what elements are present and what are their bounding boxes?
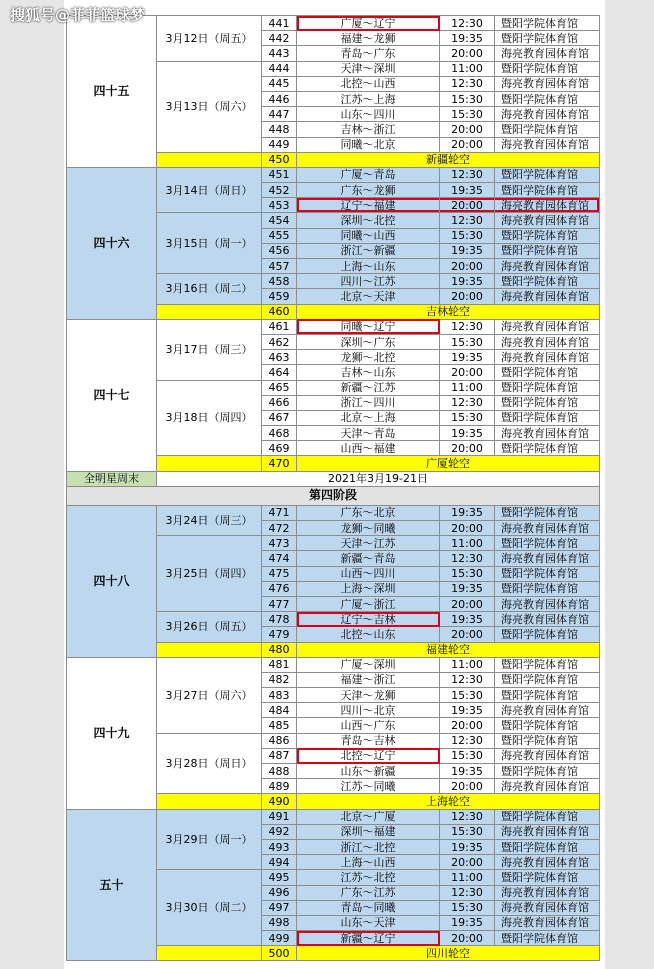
game-time: 15:30 xyxy=(440,334,495,349)
date-label: 3月29日（周一） xyxy=(157,809,262,870)
round-label: 四十八 xyxy=(67,505,157,657)
game-number: 461 xyxy=(262,319,297,334)
venue: 海亮教育园体育馆 xyxy=(495,748,600,763)
game-number: 456 xyxy=(262,243,297,258)
game-number: 471 xyxy=(262,505,297,520)
bye-number: 500 xyxy=(262,946,297,961)
venue: 海亮教育园体育馆 xyxy=(495,915,600,930)
table-row xyxy=(67,16,600,31)
game-time: 20:00 xyxy=(440,596,495,611)
venue: 暨阳学院体育馆 xyxy=(495,870,600,885)
game-number: 485 xyxy=(262,718,297,733)
game-time: 19:35 xyxy=(440,764,495,779)
venue: 海亮教育园体育馆 xyxy=(495,900,600,915)
matchup: 青岛～广东 xyxy=(297,46,440,61)
game-time: 20:00 xyxy=(440,855,495,870)
game-number: 445 xyxy=(262,76,297,91)
bye-team: 新疆轮空 xyxy=(297,152,600,167)
matchup: 四川～江苏 xyxy=(297,274,440,289)
date-label: 3月24日（周三） xyxy=(157,505,262,535)
game-time: 15:30 xyxy=(440,107,495,122)
game-time: 15:30 xyxy=(440,688,495,703)
matchup: 新疆～辽宁 xyxy=(297,931,440,946)
venue: 海亮教育园体育馆 xyxy=(495,703,600,718)
venue: 暨阳学院体育馆 xyxy=(495,688,600,703)
game-time: 20:00 xyxy=(440,627,495,642)
table-row xyxy=(67,167,600,182)
game-number: 484 xyxy=(262,703,297,718)
bye-number: 480 xyxy=(262,642,297,657)
game-time: 20:00 xyxy=(440,521,495,536)
matchup: 山西～四川 xyxy=(297,566,440,581)
game-number: 454 xyxy=(262,213,297,228)
game-number: 446 xyxy=(262,91,297,106)
matchup: 广东～江苏 xyxy=(297,885,440,900)
game-number: 476 xyxy=(262,581,297,596)
matchup: 龙狮～同曦 xyxy=(297,521,440,536)
venue: 暨阳学院体育馆 xyxy=(495,380,600,395)
table-row xyxy=(67,505,600,520)
game-time: 15:30 xyxy=(440,228,495,243)
game-number: 466 xyxy=(262,395,297,410)
bye-number: 490 xyxy=(262,794,297,809)
game-number: 498 xyxy=(262,915,297,930)
venue: 海亮教育园体育馆 xyxy=(495,350,600,365)
game-time: 12:30 xyxy=(440,213,495,228)
matchup: 山西～广东 xyxy=(297,718,440,733)
venue: 暨阳学院体育馆 xyxy=(495,566,600,581)
stage-row xyxy=(67,486,600,505)
game-time: 19:35 xyxy=(440,505,495,520)
game-number: 464 xyxy=(262,365,297,380)
game-number: 482 xyxy=(262,672,297,687)
game-time: 20:00 xyxy=(440,198,495,213)
venue: 暨阳学院体育馆 xyxy=(495,505,600,520)
venue: 暨阳学院体育馆 xyxy=(495,627,600,642)
game-number: 478 xyxy=(262,612,297,627)
matchup: 北控～山西 xyxy=(297,76,440,91)
game-time: 15:30 xyxy=(440,91,495,106)
table-row xyxy=(67,319,600,334)
game-number: 474 xyxy=(262,551,297,566)
game-time: 20:00 xyxy=(440,137,495,152)
game-number: 448 xyxy=(262,122,297,137)
venue: 海亮教育园体育馆 xyxy=(495,521,600,536)
matchup: 江苏～上海 xyxy=(297,91,440,106)
allstar-label: 全明星周末 xyxy=(67,471,157,486)
venue: 暨阳学院体育馆 xyxy=(495,672,600,687)
venue: 暨阳学院体育馆 xyxy=(495,839,600,854)
matchup: 山东～天津 xyxy=(297,915,440,930)
bye-number: 470 xyxy=(262,456,297,471)
game-number: 491 xyxy=(262,809,297,824)
venue: 暨阳学院体育馆 xyxy=(495,91,600,106)
game-number: 486 xyxy=(262,733,297,748)
game-number: 449 xyxy=(262,137,297,152)
venue: 海亮教育园体育馆 xyxy=(495,596,600,611)
game-time: 11:00 xyxy=(440,657,495,672)
matchup: 浙江～北控 xyxy=(297,839,440,854)
game-number: 469 xyxy=(262,441,297,456)
matchup: 新疆～青岛 xyxy=(297,551,440,566)
matchup: 北京～广厦 xyxy=(297,809,440,824)
game-time: 19:35 xyxy=(440,612,495,627)
venue: 海亮教育园体育馆 xyxy=(495,855,600,870)
game-number: 442 xyxy=(262,31,297,46)
matchup: 龙狮～北控 xyxy=(297,350,440,365)
game-number: 468 xyxy=(262,426,297,441)
matchup: 北京～天津 xyxy=(297,289,440,304)
game-time: 19:35 xyxy=(440,839,495,854)
game-number: 463 xyxy=(262,350,297,365)
venue: 暨阳学院体育馆 xyxy=(495,61,600,76)
venue: 暨阳学院体育馆 xyxy=(495,395,600,410)
venue: 海亮教育园体育馆 xyxy=(495,137,600,152)
matchup: 上海～深圳 xyxy=(297,581,440,596)
matchup: 辽宁～吉林 xyxy=(297,612,440,627)
venue: 海亮教育园体育馆 xyxy=(495,334,600,349)
matchup: 深圳～北控 xyxy=(297,213,440,228)
game-number: 457 xyxy=(262,259,297,274)
date-label: 3月16日（周二） xyxy=(157,274,262,304)
game-time: 12:30 xyxy=(440,672,495,687)
game-time: 12:30 xyxy=(440,885,495,900)
game-time: 11:00 xyxy=(440,61,495,76)
game-number: 495 xyxy=(262,870,297,885)
round-label: 四十六 xyxy=(67,167,157,319)
date-label: 3月25日（周四） xyxy=(157,536,262,612)
game-time: 15:30 xyxy=(440,410,495,425)
game-number: 453 xyxy=(262,198,297,213)
venue: 海亮教育园体育馆 xyxy=(495,779,600,794)
schedule-table xyxy=(66,15,600,961)
date-label: 3月13日（周六） xyxy=(157,61,262,152)
matchup: 青岛～同曦 xyxy=(297,900,440,915)
date-label: 3月15日（周一） xyxy=(157,213,262,274)
matchup: 北控～辽宁 xyxy=(297,748,440,763)
venue: 海亮教育园体育馆 xyxy=(495,551,600,566)
game-number: 477 xyxy=(262,596,297,611)
game-time: 11:00 xyxy=(440,536,495,551)
matchup: 福建～浙江 xyxy=(297,672,440,687)
game-number: 481 xyxy=(262,657,297,672)
matchup: 新疆～江苏 xyxy=(297,380,440,395)
date-label: 3月30日（周二） xyxy=(157,870,262,946)
matchup: 同曦～山西 xyxy=(297,228,440,243)
round-label: 五十 xyxy=(67,809,157,961)
right-margin xyxy=(605,0,654,969)
bye-spacer xyxy=(157,304,262,319)
game-time: 19:35 xyxy=(440,274,495,289)
venue: 暨阳学院体育馆 xyxy=(495,365,600,380)
matchup: 广厦～深圳 xyxy=(297,657,440,672)
stage-title: 第四阶段 xyxy=(67,486,600,505)
matchup: 广厦～辽宁 xyxy=(297,16,440,31)
game-time: 15:30 xyxy=(440,824,495,839)
venue: 海亮教育园体育馆 xyxy=(495,259,600,274)
matchup: 天津～龙狮 xyxy=(297,688,440,703)
game-time: 20:00 xyxy=(440,122,495,137)
venue: 暨阳学院体育馆 xyxy=(495,183,600,198)
game-time: 19:35 xyxy=(440,703,495,718)
matchup: 山东～新疆 xyxy=(297,764,440,779)
game-number: 497 xyxy=(262,900,297,915)
matchup: 上海～山东 xyxy=(297,259,440,274)
date-label: 3月12日（周五） xyxy=(157,16,262,62)
matchup: 深圳～福建 xyxy=(297,824,440,839)
game-number: 487 xyxy=(262,748,297,763)
game-number: 473 xyxy=(262,536,297,551)
game-number: 462 xyxy=(262,334,297,349)
venue: 海亮教育园体育馆 xyxy=(495,198,600,213)
game-time: 20:00 xyxy=(440,46,495,61)
game-number: 483 xyxy=(262,688,297,703)
game-time: 20:00 xyxy=(440,259,495,274)
bye-team: 上海轮空 xyxy=(297,794,600,809)
matchup: 上海～山西 xyxy=(297,855,440,870)
matchup: 福建～龙狮 xyxy=(297,31,440,46)
date-label: 3月17日（周三） xyxy=(157,319,262,380)
matchup: 天津～青岛 xyxy=(297,426,440,441)
game-time: 12:30 xyxy=(440,167,495,182)
venue: 暨阳学院体育馆 xyxy=(495,410,600,425)
date-label: 3月26日（周五） xyxy=(157,612,262,642)
game-number: 443 xyxy=(262,46,297,61)
game-number: 455 xyxy=(262,228,297,243)
game-number: 447 xyxy=(262,107,297,122)
game-number: 441 xyxy=(262,16,297,31)
venue: 暨阳学院体育馆 xyxy=(495,764,600,779)
matchup: 同曦～辽宁 xyxy=(297,319,440,334)
game-time: 11:00 xyxy=(440,870,495,885)
venue: 暨阳学院体育馆 xyxy=(495,243,600,258)
game-time: 11:00 xyxy=(440,380,495,395)
game-number: 452 xyxy=(262,183,297,198)
venue: 暨阳学院体育馆 xyxy=(495,122,600,137)
matchup: 吉林～山东 xyxy=(297,365,440,380)
game-number: 444 xyxy=(262,61,297,76)
game-time: 12:30 xyxy=(440,551,495,566)
game-number: 459 xyxy=(262,289,297,304)
game-time: 12:30 xyxy=(440,809,495,824)
matchup: 广东～龙狮 xyxy=(297,183,440,198)
game-time: 20:00 xyxy=(440,718,495,733)
game-time: 12:30 xyxy=(440,76,495,91)
matchup: 同曦～北京 xyxy=(297,137,440,152)
matchup: 四川～北京 xyxy=(297,703,440,718)
matchup: 广厦～青岛 xyxy=(297,167,440,182)
game-time: 20:00 xyxy=(440,779,495,794)
matchup: 浙江～新疆 xyxy=(297,243,440,258)
game-number: 488 xyxy=(262,764,297,779)
venue: 暨阳学院体育馆 xyxy=(495,581,600,596)
game-number: 499 xyxy=(262,931,297,946)
game-number: 493 xyxy=(262,839,297,854)
venue: 暨阳学院体育馆 xyxy=(495,931,600,946)
game-time: 19:35 xyxy=(440,31,495,46)
game-time: 19:35 xyxy=(440,915,495,930)
bye-spacer xyxy=(157,946,262,961)
game-time: 12:30 xyxy=(440,319,495,334)
date-label: 3月28日（周日） xyxy=(157,733,262,794)
matchup: 北京～上海 xyxy=(297,410,440,425)
venue: 海亮教育园体育馆 xyxy=(495,76,600,91)
round-label: 四十五 xyxy=(67,16,157,168)
game-number: 492 xyxy=(262,824,297,839)
venue: 暨阳学院体育馆 xyxy=(495,657,600,672)
game-number: 479 xyxy=(262,627,297,642)
round-label: 四十七 xyxy=(67,319,157,471)
game-number: 489 xyxy=(262,779,297,794)
game-time: 19:35 xyxy=(440,581,495,596)
game-time: 12:30 xyxy=(440,733,495,748)
matchup: 浙江～四川 xyxy=(297,395,440,410)
table-row xyxy=(67,657,600,672)
game-time: 12:30 xyxy=(440,16,495,31)
matchup: 辽宁～福建 xyxy=(297,198,440,213)
date-label: 3月27日（周六） xyxy=(157,657,262,733)
venue: 暨阳学院体育馆 xyxy=(495,733,600,748)
venue: 海亮教育园体育馆 xyxy=(495,885,600,900)
venue: 海亮教育园体育馆 xyxy=(495,289,600,304)
matchup: 青岛～吉林 xyxy=(297,733,440,748)
bye-number: 460 xyxy=(262,304,297,319)
game-time: 19:35 xyxy=(440,243,495,258)
venue: 海亮教育园体育馆 xyxy=(495,107,600,122)
bye-number: 450 xyxy=(262,152,297,167)
matchup: 山东～四川 xyxy=(297,107,440,122)
matchup: 山西～福建 xyxy=(297,441,440,456)
game-time: 20:00 xyxy=(440,289,495,304)
venue: 暨阳学院体育馆 xyxy=(495,441,600,456)
game-time: 20:00 xyxy=(440,931,495,946)
bye-spacer xyxy=(157,456,262,471)
game-number: 451 xyxy=(262,167,297,182)
matchup: 深圳～广东 xyxy=(297,334,440,349)
venue: 海亮教育园体育馆 xyxy=(495,213,600,228)
bye-spacer xyxy=(157,152,262,167)
game-number: 496 xyxy=(262,885,297,900)
game-number: 458 xyxy=(262,274,297,289)
game-number: 494 xyxy=(262,855,297,870)
matchup: 广厦～浙江 xyxy=(297,596,440,611)
venue: 海亮教育园体育馆 xyxy=(495,426,600,441)
round-label: 四十九 xyxy=(67,657,157,809)
watermark: 搜狐号@菲菲篮球梦 xyxy=(10,6,146,24)
game-time: 15:30 xyxy=(440,748,495,763)
matchup: 江苏～北控 xyxy=(297,870,440,885)
matchup: 吉林～浙江 xyxy=(297,122,440,137)
venue: 暨阳学院体育馆 xyxy=(495,274,600,289)
schedule-body xyxy=(67,16,600,961)
bye-spacer xyxy=(157,642,262,657)
venue: 暨阳学院体育馆 xyxy=(495,167,600,182)
left-margin xyxy=(0,0,64,969)
matchup: 北控～山东 xyxy=(297,627,440,642)
matchup: 江苏～同曦 xyxy=(297,779,440,794)
bye-team: 吉林轮空 xyxy=(297,304,600,319)
allstar-row xyxy=(67,471,600,486)
bye-spacer xyxy=(157,794,262,809)
venue: 暨阳学院体育馆 xyxy=(495,31,600,46)
game-time: 12:30 xyxy=(440,395,495,410)
matchup: 天津～江苏 xyxy=(297,536,440,551)
bye-team: 四川轮空 xyxy=(297,946,600,961)
venue: 海亮教育园体育馆 xyxy=(495,319,600,334)
game-time: 20:00 xyxy=(440,441,495,456)
game-time: 19:35 xyxy=(440,183,495,198)
allstar-dates: 2021年3月19-21日 xyxy=(157,471,600,486)
date-label: 3月14日（周日） xyxy=(157,167,262,213)
table-row xyxy=(67,809,600,824)
bye-team: 福建轮空 xyxy=(297,642,600,657)
game-time: 19:35 xyxy=(440,426,495,441)
matchup: 广东～北京 xyxy=(297,505,440,520)
venue: 暨阳学院体育馆 xyxy=(495,16,600,31)
game-number: 465 xyxy=(262,380,297,395)
venue: 海亮教育园体育馆 xyxy=(495,824,600,839)
game-time: 15:30 xyxy=(440,900,495,915)
game-time: 15:30 xyxy=(440,566,495,581)
game-number: 472 xyxy=(262,521,297,536)
venue: 暨阳学院体育馆 xyxy=(495,809,600,824)
venue: 海亮教育园体育馆 xyxy=(495,612,600,627)
venue: 暨阳学院体育馆 xyxy=(495,536,600,551)
venue: 暨阳学院体育馆 xyxy=(495,228,600,243)
venue: 暨阳学院体育馆 xyxy=(495,718,600,733)
game-number: 475 xyxy=(262,566,297,581)
bye-team: 广厦轮空 xyxy=(297,456,600,471)
game-number: 467 xyxy=(262,410,297,425)
game-time: 19:35 xyxy=(440,350,495,365)
venue: 海亮教育园体育馆 xyxy=(495,46,600,61)
game-time: 20:00 xyxy=(440,365,495,380)
date-label: 3月18日（周四） xyxy=(157,380,262,456)
matchup: 天津～深圳 xyxy=(297,61,440,76)
